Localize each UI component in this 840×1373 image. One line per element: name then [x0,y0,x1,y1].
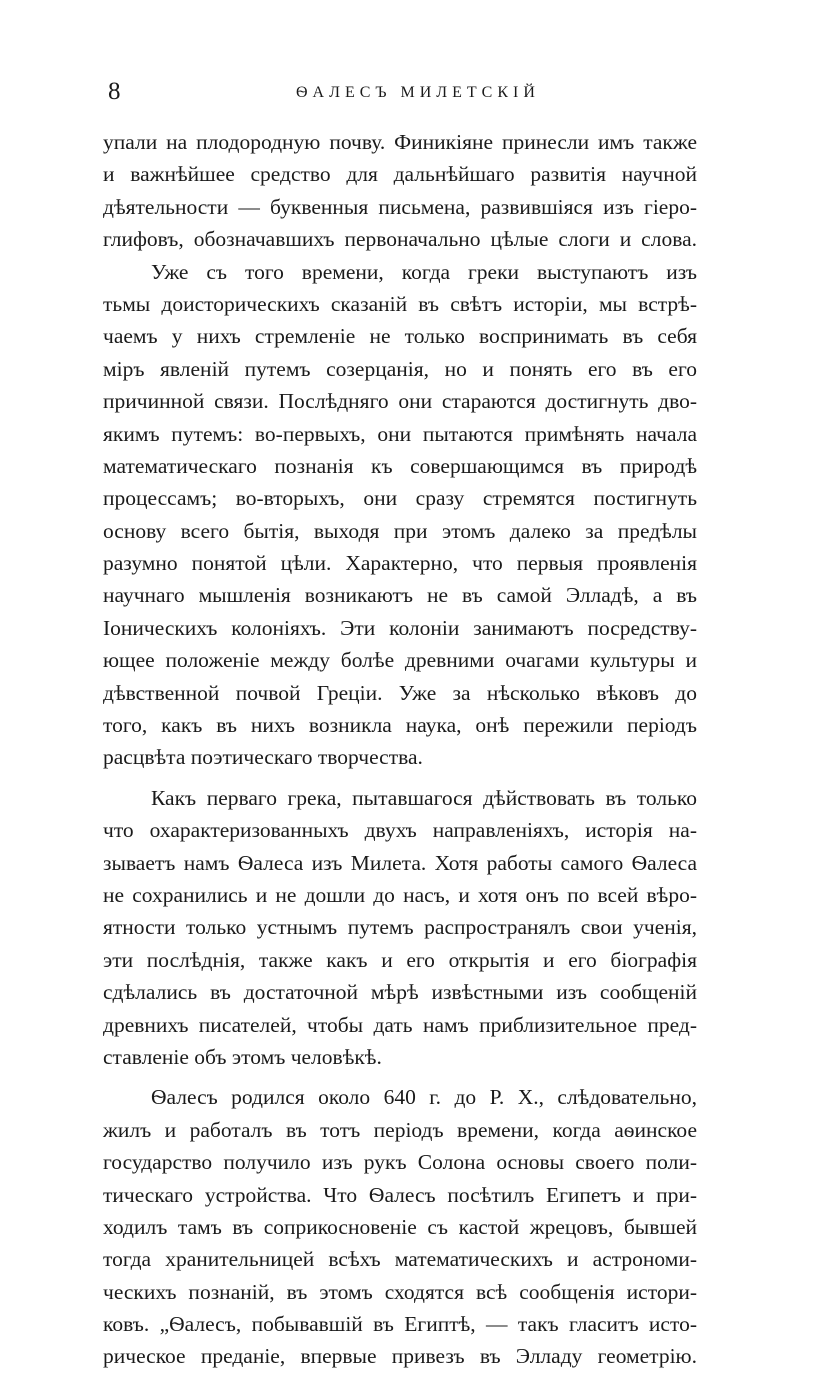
text-line: математическаго познанія къ совершающимся въ природѣ [103,453,697,478]
text-line: ковъ. „Ѳалесъ, побывавшій въ Египтѣ, — такъ гласитъ исто- [103,1312,697,1337]
text-line: тогда хранительницей всѣхъ математическихъ и астрономи- [103,1247,697,1272]
text-line: расцвѣта поэтическаго творчества. [103,745,423,770]
text-line: жилъ и работалъ въ тотъ періодъ времени, когда аѳинское [103,1117,697,1142]
text-line: чаемъ у нихъ стремленіе не только воспринимать въ себя [103,324,697,349]
running-title: ѲАЛЕСЪ МИЛЕТСКІЙ [296,84,540,101]
text-line: того, какъ въ нихъ возникла наука, онѣ пережили періодъ [103,713,697,738]
text-line: ющее положеніе между болѣе древними очагами культуры и [103,648,697,673]
text-line: основу всего бытія, выходя при этомъ далеко за предѣлы [103,518,697,543]
text-line: зываетъ намъ Ѳалеса изъ Милета. Хотя работы самого Ѳалеса [103,850,697,875]
text-line: что охарактеризованныхъ двухъ направленіяхъ, исторія на- [103,818,697,843]
text-line: якимъ путемъ: во-первыхъ, они пытаются примѣнять начала [103,421,697,446]
paragraph [103,126,697,256]
text-line: рическое преданіе, впервые привезъ въ Элладу геометрію. [103,1344,697,1369]
paragraph [103,256,697,774]
text-line: разумно понятой цѣли. Характерно, что первыя проявленія [103,551,697,576]
text-line: ходилъ тамъ въ соприкосновеніе съ кастой жрецовъ, бывшей [103,1214,697,1239]
text-line: причинной связи. Послѣдняго они стараются достигнуть дво- [103,389,697,414]
text-line: глифовъ, обозначавшихъ первоначально цѣлые слоги и слова. [103,227,697,252]
text-line: Ѳалесъ родился около 640 г. до Р. Х., слѣдовательно, [151,1085,697,1110]
page-number: 8 [108,78,121,105]
text-line: Іоническихъ колоніяхъ. Эти колоніи занимаютъ посредству- [103,615,697,640]
text-line: дѣвственной почвой Греціи. Уже за нѣсколько вѣковъ до [103,680,697,705]
text-line: древнихъ писателей, чтобы дать намъ приблизительное пред- [103,1012,697,1037]
text-line: упали на плодородную почву. Финикіяне принесли имъ также [103,130,697,154]
text-line: ставленіе объ этомъ человѣкѣ. [103,1044,382,1069]
paragraph [103,782,697,1074]
text-line: міръ явленій путемъ созерцанія, но и понять его въ его [103,356,697,381]
paragraph [103,1081,697,1373]
text-line: тическаго устройства. Что Ѳалесъ посѣтилъ Египетъ и при- [103,1182,697,1207]
text-line: научнаго мышленія возникаютъ не въ самой Элладѣ, а въ [103,583,697,608]
text-line: дѣятельности — буквенныя письмена, развившiяся изъ гiеро- [103,194,697,219]
text-line: ятности только устнымъ путемъ распространялъ свои ученія, [103,915,697,940]
text-line: процессамъ; во-вторыхъ, они сразу стремятся постигнуть [103,486,697,511]
text-line: эти послѣднія, также какъ и его открытія и его біографія [103,947,697,972]
text-line: сдѣлались въ достаточной мѣрѣ извѣстными изъ сообщеній [103,980,697,1005]
text-line: государство получило изъ рукъ Солона основы своего поли- [103,1150,697,1175]
text-line: не сохранились и не дошли до насъ, и хотя онъ по всей вѣро- [103,882,697,907]
text-line: ческихъ познаній, въ этомъ сходятся всѣ сообщенія истори- [103,1279,697,1304]
text-line: Какъ перваго грека, пытавшагося дѣйствовать въ только [151,785,697,810]
body-text [103,126,697,1373]
text-line: тьмы доисторическихъ сказаній въ свѣтъ исторіи, мы встрѣ- [103,291,697,316]
text-line: Уже съ того времени, когда греки выступаютъ изъ [151,259,697,284]
text-line: и важнѣйшее средство для дальнѣйшаго развитія научной [103,162,697,187]
